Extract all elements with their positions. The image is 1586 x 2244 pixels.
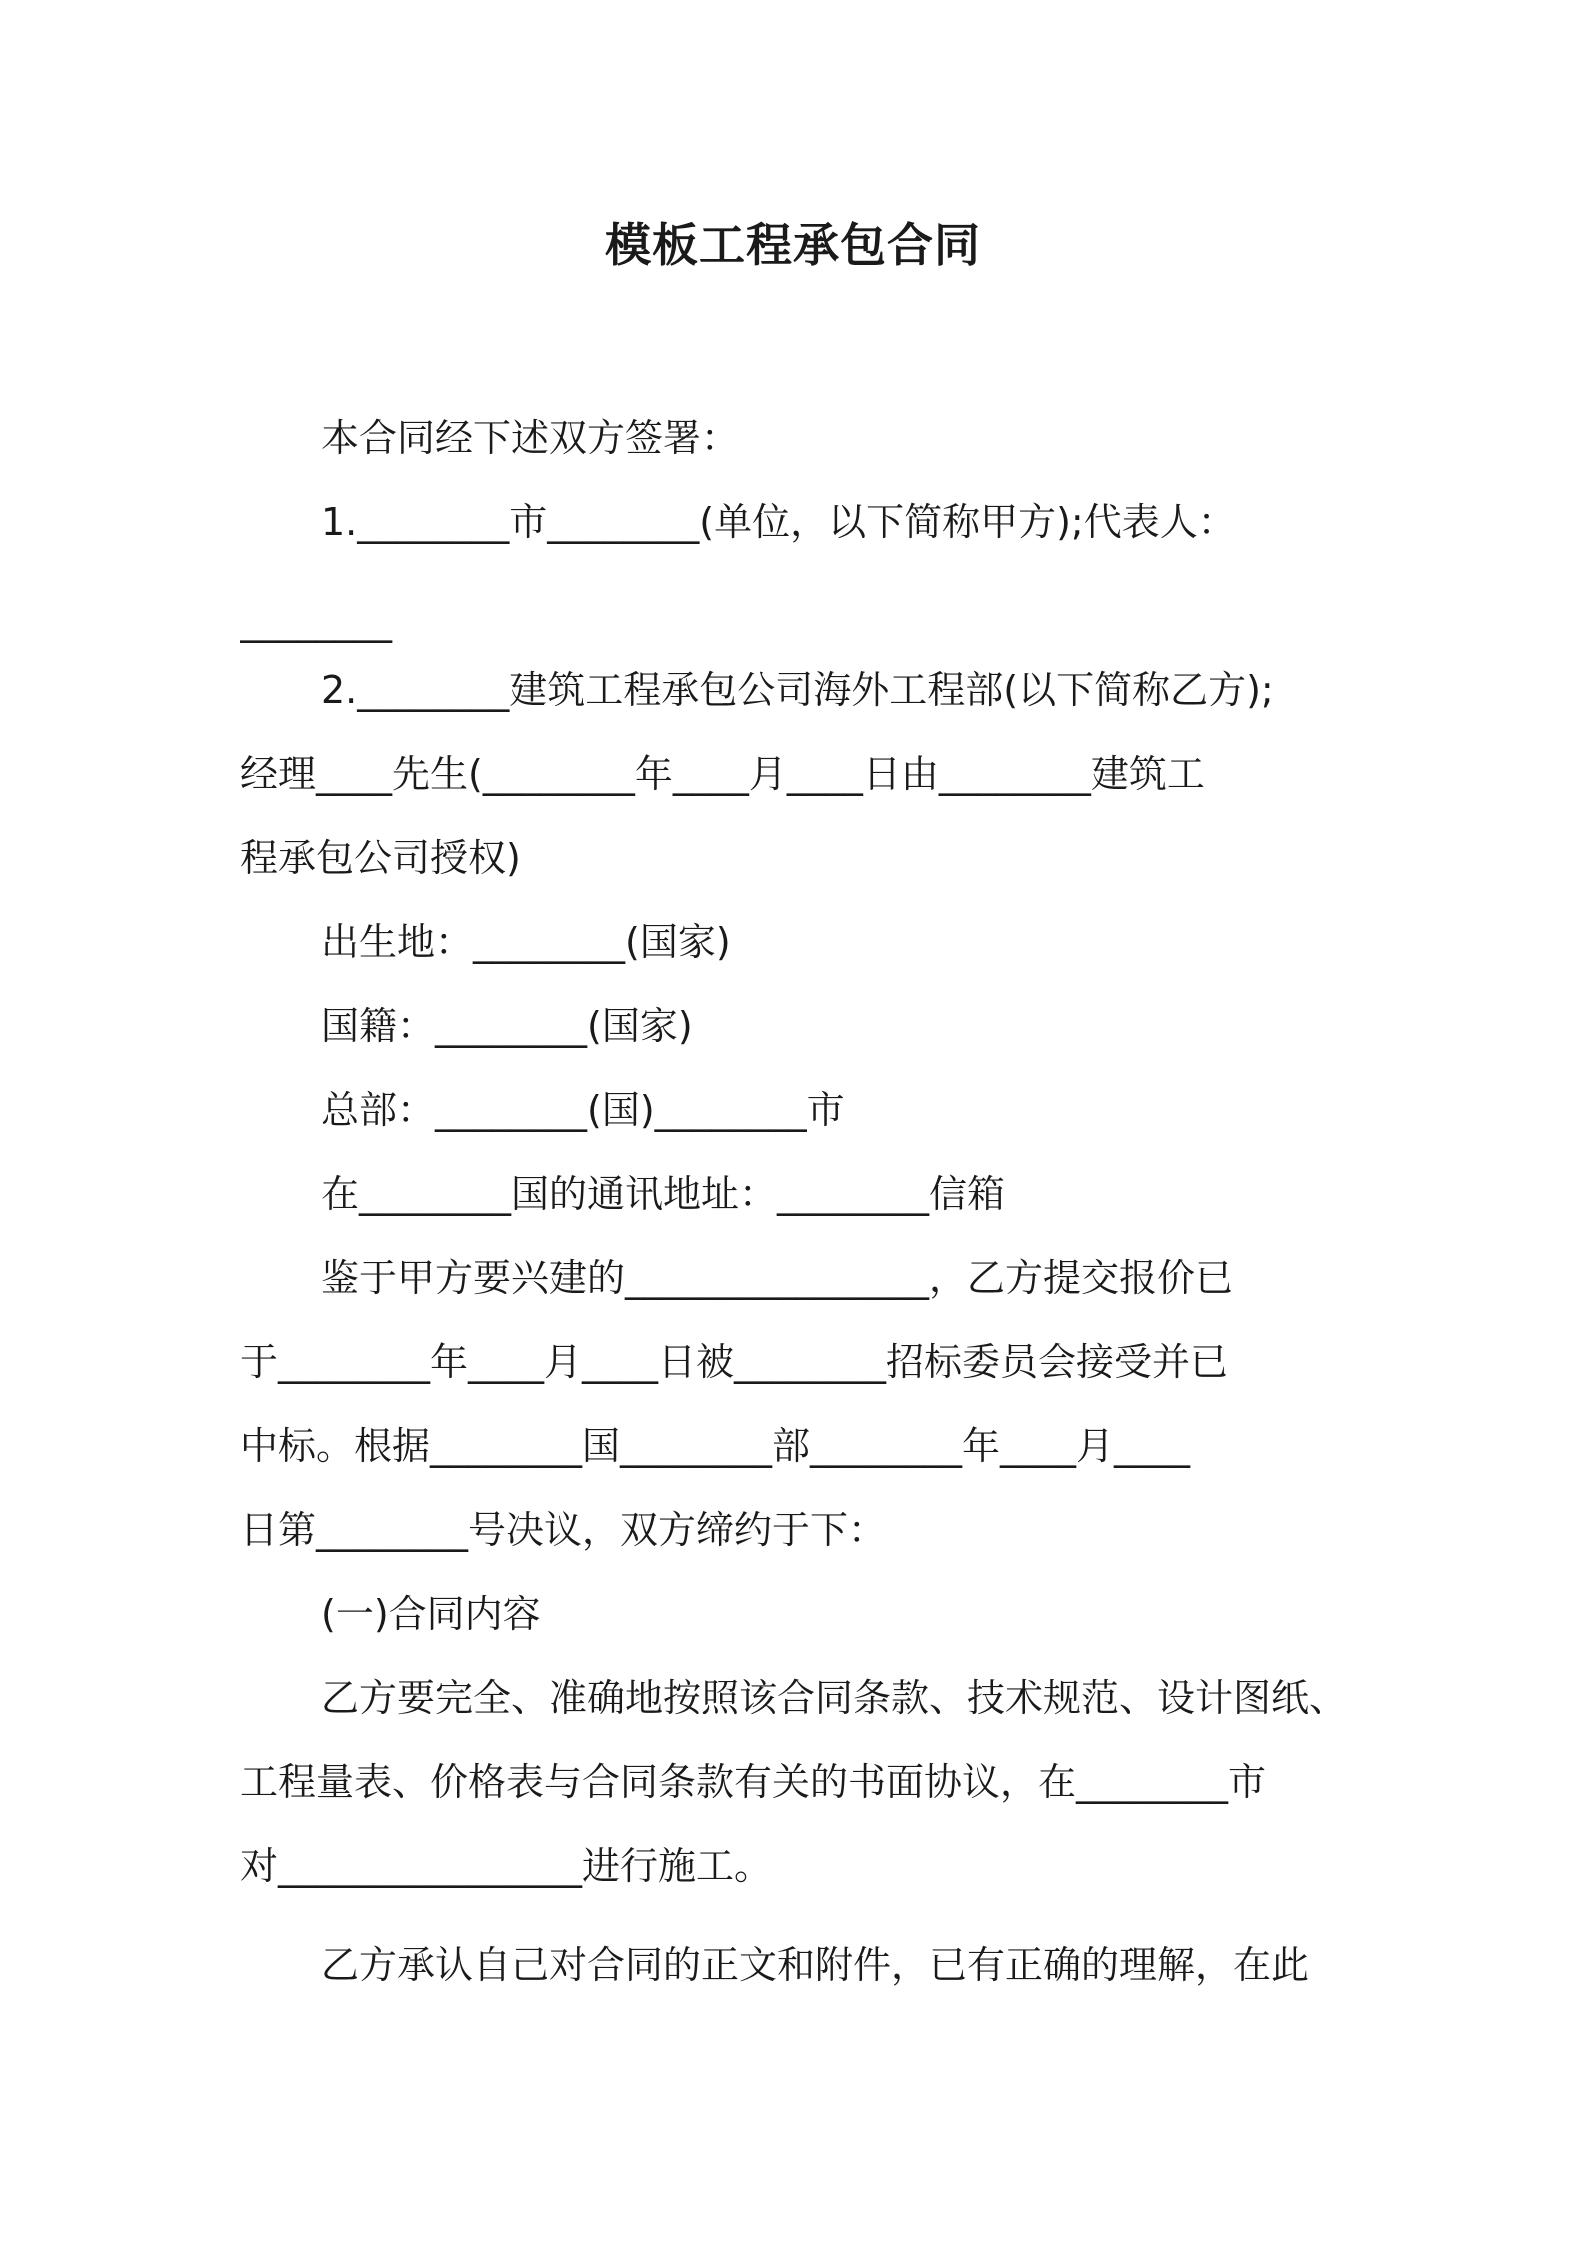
body-line-acknowledgement: 乙方承认自己对合同的正文和附件，已有正确的理解，在此 xyxy=(321,1943,1310,1987)
body-line-manager: 经理____先生(________年____月____日由________建筑工 xyxy=(240,752,1205,796)
body-line-content-1: 乙方要完全、准确地按照该合同条款、技术规范、设计图纸、 xyxy=(321,1676,1348,1720)
body-line-whereas: 鉴于甲方要兴建的________________，乙方提交报价已 xyxy=(321,1256,1234,1300)
section-heading-contract-content: (一)合同内容 xyxy=(321,1592,541,1636)
body-line-content-2: 工程量表、价格表与合同条款有关的书面协议，在________市 xyxy=(240,1760,1267,1804)
body-line-whereas-cont-1: 于________年____月____日被________招标委员会接受并已 xyxy=(240,1340,1229,1384)
body-line-nationality: 国籍：________(国家) xyxy=(321,1004,693,1048)
body-line-content-3: 对________________进行施工。 xyxy=(240,1844,773,1888)
body-line-party-b: 2.________建筑工程承包公司海外工程部(以下简称乙方); xyxy=(321,668,1274,712)
document-title: 模板工程承包合同 xyxy=(605,218,981,272)
body-line-whereas-cont-3: 日第________号决议，双方缔约于下： xyxy=(240,1508,887,1552)
body-line-whereas-cont-2: 中标。根据________国________部________年____月____ xyxy=(240,1424,1191,1468)
body-line-birthplace: 出生地：________(国家) xyxy=(321,920,731,964)
body-line-signing-intro: 本合同经下述双方签署： xyxy=(321,416,740,460)
body-line-authorization: 程承包公司授权) xyxy=(240,836,521,880)
body-line-address: 在________国的通讯地址：________信箱 xyxy=(321,1172,1006,1216)
body-line-party-a: 1.________市________(单位，以下简称甲方);代表人： xyxy=(321,500,1236,544)
body-line-party-a-rep-blank: ________ xyxy=(240,599,392,643)
body-line-headquarters: 总部：________(国)________市 xyxy=(321,1088,845,1132)
